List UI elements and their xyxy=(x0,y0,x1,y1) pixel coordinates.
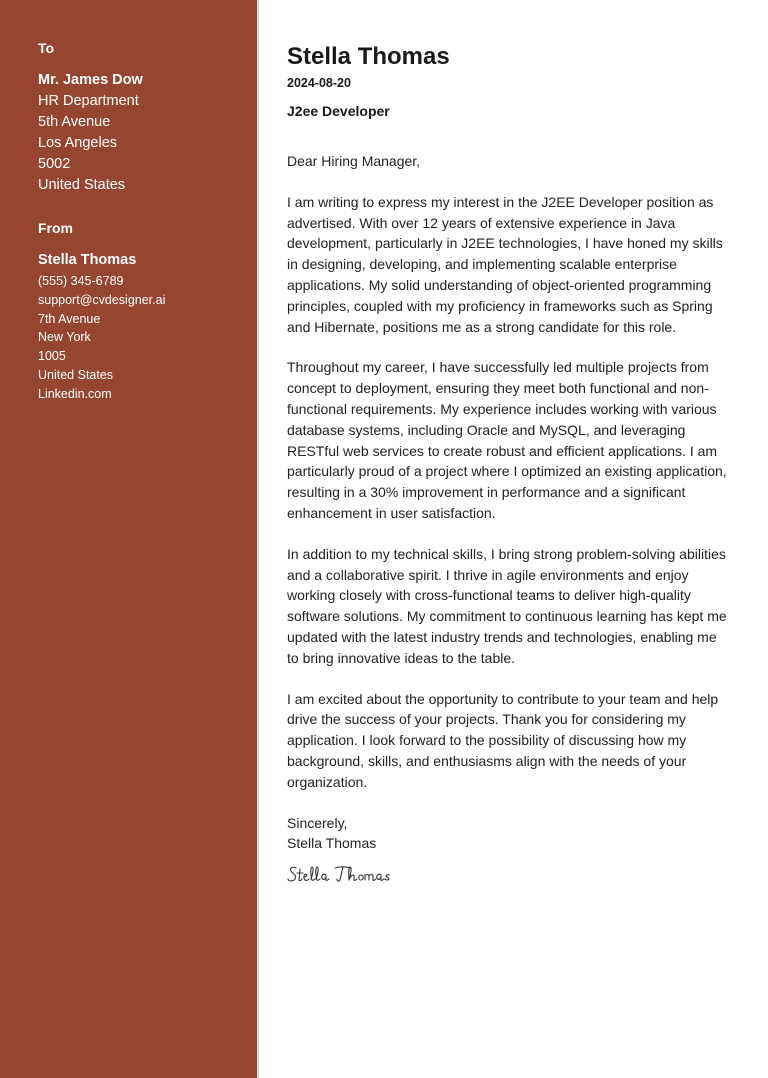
letter-paragraph: I am excited about the opportunity to contribute to your team and help drive the success of your projects. Thank you for considering my application. I look forward to the possibility of discussing how my background, skills, and enthusiasms align with the needs of your organization. xyxy=(287,690,719,790)
sender-phone: (555) 345-6789 xyxy=(38,274,124,288)
recipient-city: Los Angeles xyxy=(38,135,118,151)
sender-zip: 1005 xyxy=(38,349,66,364)
letter-paragraph: Throughout my career, I have successfully led multiple projects from concept to deployment, ensuring they meet both functional and non-functional requirements. My experience includes working with various database systems, including Oracle and MySQL, and leveraging RESTful web services to create robust and efficient applications. I am particularly proud of a project where I optimized an existing application, resulting in a 30% improvement in performance and a significant enhancement in user satisfaction. xyxy=(287,359,727,521)
closing-phrase: Sincerely, xyxy=(287,814,348,831)
letter-body xyxy=(259,0,768,1078)
sender-block xyxy=(38,250,237,404)
recipient-block xyxy=(38,70,237,196)
contact-sidebar xyxy=(0,0,257,1078)
recipient-name: Mr. James Dow xyxy=(38,72,143,88)
letter-paragraph: I am writing to express my interest in the J2EE Developer position as advertised. With over 12 years of extensive experience in Java development, particularly in J2EE technologies, I have honed my skills in designing, developing, and implementing scalable enterprise applications. My solid understanding of object-oriented programming principles, coupled with my proficiency in frameworks such as Spring and Hibernate, positions me as a strong candidate for this role. xyxy=(287,193,723,335)
sender-country: United States xyxy=(38,367,114,382)
letter-paragraph: In addition to my technical skills, I bring strong problem-solving abilities and a collaborative spirit. I thrive in agile environments and enjoy working closely with cross-functional teams to deliver high-quality software solutions. My commitment to continuous learning has kept me updated with the latest industry trends and technologies, enabling me to bring innovative ideas to the table. xyxy=(287,545,727,666)
sender-street: 7th Avenue xyxy=(38,311,101,326)
recipient-street: 5th Avenue xyxy=(38,114,111,130)
handwritten-signature xyxy=(287,862,732,891)
letter-author-name: Stella Thomas xyxy=(287,43,450,70)
letter-closing xyxy=(287,813,732,855)
sender-email: support@cvdesigner.ai xyxy=(38,292,166,307)
to-section-label: To xyxy=(38,40,55,56)
recipient-country: United States xyxy=(38,177,126,193)
from-section-label: From xyxy=(38,220,73,236)
letter-salutation: Dear Hiring Manager, xyxy=(287,153,421,169)
closing-name: Stella Thomas xyxy=(287,835,377,852)
sender-city: New York xyxy=(38,330,91,345)
recipient-department: HR Department xyxy=(38,93,139,109)
recipient-zip: 5002 xyxy=(38,156,71,172)
sender-name: Stella Thomas xyxy=(38,252,137,268)
letter-position: J2ee Developer xyxy=(287,103,390,119)
signature-graphic xyxy=(287,862,397,886)
letter-date: 2024-08-20 xyxy=(287,76,351,90)
sender-linkedin: Linkedin.com xyxy=(38,386,112,401)
